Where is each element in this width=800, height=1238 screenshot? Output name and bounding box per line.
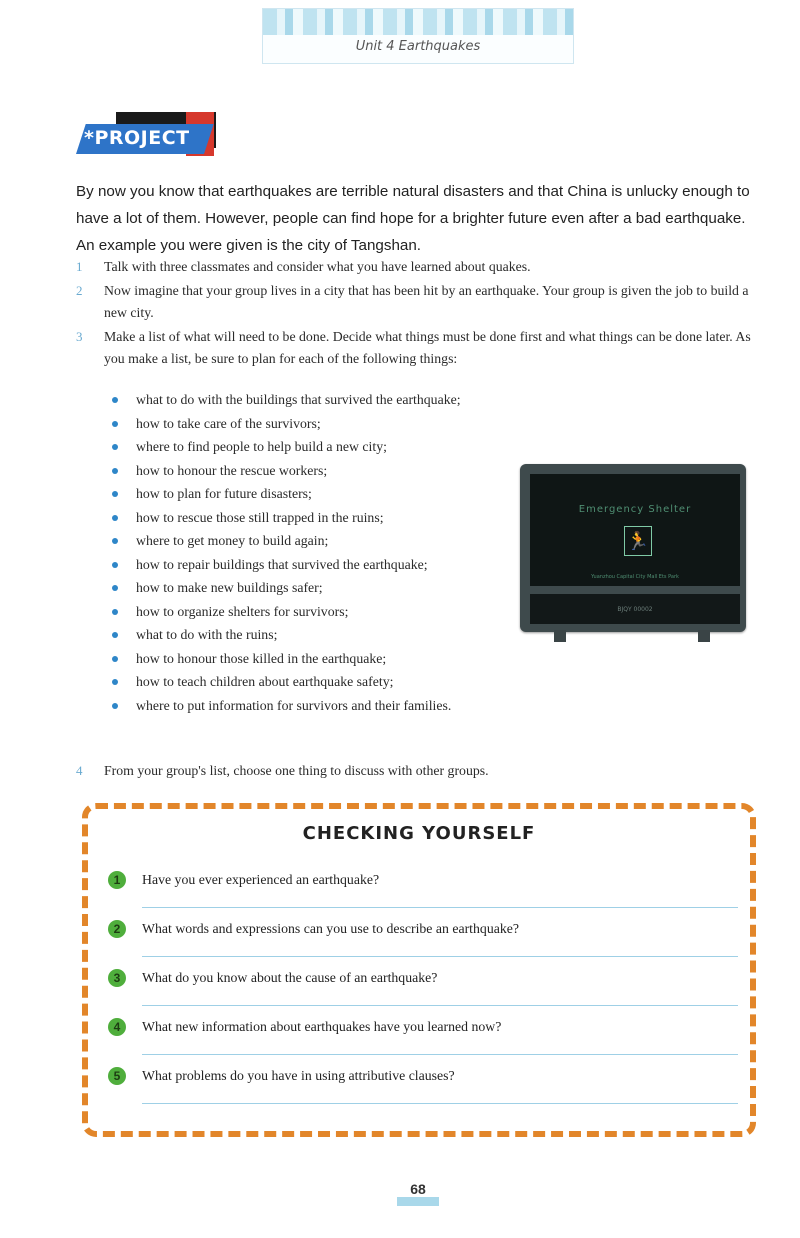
project-banner bbox=[76, 112, 216, 160]
step-item bbox=[76, 326, 766, 370]
step-text: From your group's list, choose one thing to discuss with other groups. bbox=[104, 763, 489, 778]
checking-yourself-box bbox=[82, 803, 756, 1137]
sign-subtext: Yuanzhou Capital City Mall Ets Park bbox=[591, 574, 679, 580]
sign-leg bbox=[698, 630, 710, 642]
bullet-dot-icon bbox=[112, 515, 118, 521]
unit-header bbox=[262, 8, 574, 64]
emergency-shelter-sign-photo bbox=[518, 462, 748, 642]
question-number-badge: 3 bbox=[108, 969, 126, 987]
bullet-dot-icon bbox=[112, 656, 118, 662]
step-item bbox=[76, 280, 766, 324]
step-text: Talk with three classmates and consider what you have learned about quakes. bbox=[104, 259, 531, 274]
bullet-dot-icon bbox=[112, 609, 118, 615]
bullet-dot-icon bbox=[112, 585, 118, 591]
intro-paragraph: By now you know that earthquakes are terrible natural disasters and that China is unlucky enough to have a lot of them. However, people can find hope for a brighter future even after a bad earthquake. An example you were given is the city of Tangshan. bbox=[76, 183, 750, 254]
bullet-item: how to repair buildings that survived the earthquake; bbox=[108, 553, 538, 577]
bullet-item: what to do with the buildings that survived the earthquake; bbox=[108, 388, 538, 412]
bullet-item: where to get money to build again; bbox=[108, 529, 538, 553]
bullet-item: where to find people to help build a new city; bbox=[108, 435, 538, 459]
bullet-dot-icon bbox=[112, 421, 118, 427]
step-number: 3 bbox=[76, 329, 83, 344]
question-item bbox=[108, 920, 738, 970]
bullet-item: where to put information for survivors and their families. bbox=[108, 694, 538, 718]
sign-code: BJQY 00002 bbox=[617, 606, 653, 613]
step-number: 4 bbox=[76, 763, 83, 778]
bullet-item: how to honour the rescue workers; bbox=[108, 459, 538, 483]
bullet-item: how to make new buildings safer; bbox=[108, 576, 538, 600]
bullet-dot-icon bbox=[112, 397, 118, 403]
bullet-dot-icon bbox=[112, 632, 118, 638]
bullet-dot-icon bbox=[112, 562, 118, 568]
question-item bbox=[108, 1067, 738, 1117]
sign-leg bbox=[554, 630, 566, 642]
page-number: 68 bbox=[397, 1178, 439, 1206]
bullet-item: how to teach children about earthquake safety; bbox=[108, 670, 538, 694]
step-item bbox=[76, 256, 766, 278]
question-text: Have you ever experienced an earthquake? bbox=[142, 872, 380, 887]
steps-list bbox=[76, 256, 766, 370]
step-text: Now imagine that your group lives in a city that has been hit by an earthquake. Your group is given the job to build a new city. bbox=[104, 283, 749, 320]
question-number-badge: 5 bbox=[108, 1067, 126, 1085]
plan-bullet-list bbox=[108, 388, 538, 717]
step-item bbox=[76, 760, 766, 782]
bullet-dot-icon bbox=[112, 468, 118, 474]
question-text: What problems do you have in using attributive clauses? bbox=[142, 1068, 455, 1083]
bullet-item: how to honour those killed in the earthquake; bbox=[108, 647, 538, 671]
question-number-badge: 2 bbox=[108, 920, 126, 938]
project-label: *PROJECT bbox=[84, 127, 190, 149]
running-exit-icon: 🏃 bbox=[624, 526, 652, 556]
question-text: What words and expressions can you use to describe an earthquake? bbox=[142, 921, 519, 936]
step-number: 2 bbox=[76, 283, 83, 298]
question-item bbox=[108, 871, 738, 921]
answer-line[interactable] bbox=[142, 1005, 738, 1006]
question-text: What do you know about the cause of an earthquake? bbox=[142, 970, 438, 985]
header-decoration bbox=[263, 9, 573, 35]
question-item bbox=[108, 1018, 738, 1068]
unit-title: Unit 4 Earthquakes bbox=[355, 39, 481, 54]
bullet-item: what to do with the ruins; bbox=[108, 623, 538, 647]
step-text: Make a list of what will need to be done. Decide what things must be done first and what things can be done later. As you make a list, be sure to plan for each of the following things: bbox=[104, 329, 751, 366]
bullet-dot-icon bbox=[112, 444, 118, 450]
step-number: 1 bbox=[76, 259, 83, 274]
answer-line[interactable] bbox=[142, 956, 738, 957]
sign-title: Emergency Shelter bbox=[578, 504, 692, 515]
bullet-item: how to organize shelters for survivors; bbox=[108, 600, 538, 624]
question-number-badge: 1 bbox=[108, 871, 126, 889]
bullet-item: how to take care of the survivors; bbox=[108, 412, 538, 436]
bullet-item: how to plan for future disasters; bbox=[108, 482, 538, 506]
bullet-item: how to rescue those still trapped in the ruins; bbox=[108, 506, 538, 530]
checking-title: CHECKING YOURSELF bbox=[302, 823, 536, 844]
question-text: What new information about earthquakes have you learned now? bbox=[142, 1019, 502, 1034]
bullet-dot-icon bbox=[112, 538, 118, 544]
question-number-badge: 4 bbox=[108, 1018, 126, 1036]
bullet-dot-icon bbox=[112, 491, 118, 497]
question-item bbox=[108, 969, 738, 1019]
answer-line[interactable] bbox=[142, 1103, 738, 1104]
bullet-dot-icon bbox=[112, 703, 118, 709]
answer-line[interactable] bbox=[142, 1054, 738, 1055]
answer-line[interactable] bbox=[142, 907, 738, 908]
bullet-dot-icon bbox=[112, 679, 118, 685]
